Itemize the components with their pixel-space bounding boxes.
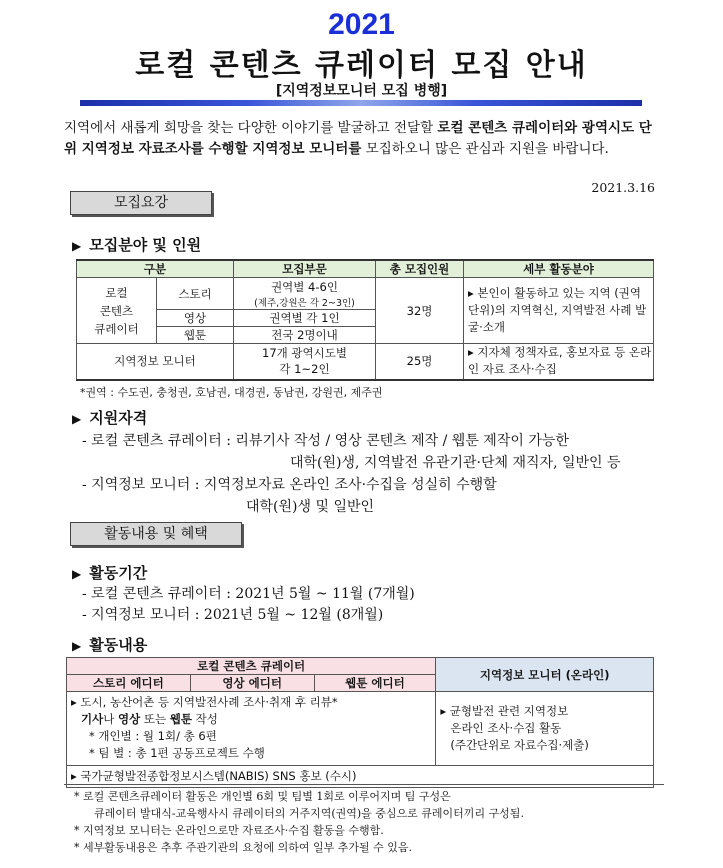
sub-header: 스토리 에디터 xyxy=(67,675,191,692)
col-header: 구분 xyxy=(77,260,234,278)
intro-text-2: 모집하오니 많은 관심과 지원을 바랍니다. xyxy=(361,141,609,157)
triangle-bullet-icon: ▶ xyxy=(72,412,82,426)
col-header: 세부 활동분야 xyxy=(464,260,654,278)
bold-word: 기사 xyxy=(81,712,104,726)
page-title: 로컬 콘텐츠 큐레이터 모집 안내 xyxy=(135,48,588,83)
year-heading: 2021 xyxy=(328,8,395,41)
table-header-row xyxy=(67,658,654,675)
curator-count: 권역별 각 1인 xyxy=(234,310,376,327)
title-divider xyxy=(80,100,642,106)
qualification-heading-text: 지원자격 xyxy=(89,409,148,427)
recruit-heading-text: 모집분야 및 인원 xyxy=(89,236,202,254)
curator-activity-cell xyxy=(67,692,436,766)
monitor-count: 17개 광역시도별 각 1~2인 xyxy=(234,344,376,380)
footnote-line: * 지역정보 모니터는 온라인으로만 자료조사·수집 활동을 수행함. xyxy=(74,824,384,837)
activity-line: 온라인 조사·수집 활동 xyxy=(450,721,562,735)
qualification-heading xyxy=(72,407,147,428)
activity-line: ▸ 도시, 농산어촌 등 지역발전사례 조사·취재 후 리뷰* xyxy=(71,695,338,709)
curator-label: 로컬 콘텐츠 큐레이터 xyxy=(77,278,157,344)
qualification-line: 대학(원)생 및 일반인 xyxy=(246,499,375,515)
monitor-detail: ▸ 지자체 정책자료, 홍보자료 등 온라인 자료 조사·수집 xyxy=(464,344,654,380)
section-box-recruitment: 모집요강 xyxy=(70,191,212,215)
period-heading-text: 활동기간 xyxy=(89,564,148,582)
curator-count: 전국 2명이내 xyxy=(234,327,376,344)
triangle-bullet-icon: ▶ xyxy=(72,567,82,581)
footnotes xyxy=(64,784,664,856)
activity-line: (주간단위로 자료수집·제출) xyxy=(450,738,589,752)
table-row xyxy=(77,344,654,380)
col-header: 모집부문 xyxy=(234,260,376,278)
plain-word: 작성 xyxy=(191,712,218,726)
curator-type: 영상 xyxy=(157,310,234,327)
monitor-total: 25명 xyxy=(376,344,464,380)
monitor-label: 지역정보 모니터 xyxy=(77,344,234,380)
page-subtitle: [지역정보모니터 모집 병행] xyxy=(275,83,448,99)
qualification-line: - 지역정보 모니터 : 지역정보자료 온라인 조사·수집을 성실히 수행할 xyxy=(82,477,497,493)
notice-date: 2021.3.16 xyxy=(591,180,655,195)
period-line: - 로컬 콘텐츠 큐레이터 : 2021년 5월 ~ 11월 (7개월) xyxy=(82,586,415,602)
bold-word: 웹툰 xyxy=(169,712,192,726)
qualification-line: - 로컬 콘텐츠 큐레이터 : 리뷰기사 작성 / 영상 콘텐츠 제작 / 웹툰 제작이 가능한 xyxy=(82,433,569,449)
footnote-line: * 로컬 콘텐츠큐레이터 활동은 개인별 6회 및 팀별 1회로 이루어지며 팀 구성은 xyxy=(74,790,451,803)
recruit-table xyxy=(76,259,654,381)
monitor-header: 지역정보 모니터 (온라인) xyxy=(436,658,654,692)
region-footnote: *권역 : 수도권, 충청권, 호남권, 대경권, 동남권, 강원권, 제주권 xyxy=(80,386,383,399)
monitor-activity-cell xyxy=(436,692,654,766)
qualification-line: 대학(원)생, 지역발전 유관기관·단체 재직자, 일반인 등 xyxy=(290,455,621,471)
activity-table xyxy=(66,657,654,788)
intro-text-1: 지역에서 새롭게 희망을 찾는 다양한 이야기를 발굴하고 전달할 xyxy=(64,120,438,136)
activity-line xyxy=(71,711,431,728)
recruit-heading xyxy=(72,234,201,255)
bold-word: 영상 xyxy=(117,712,141,726)
curator-type: 스토리 xyxy=(157,278,234,310)
curator-total: 32명 xyxy=(376,278,464,344)
count-subtext: (제주,강원은 각 2~3인) xyxy=(254,297,355,309)
triangle-bullet-icon: ▶ xyxy=(72,639,82,653)
curator-detail: ▸ 본인이 활동하고 있는 지역 (권역 단위)의 지역혁신, 지역발전 사례 발굴·소개 xyxy=(464,278,654,344)
footnote-line: * 세부활동내용은 추후 주관기관의 요청에 의하여 일부 추가될 수 있음. xyxy=(74,841,412,854)
activity-line: * 개인별 : 월 1회/ 총 6편 xyxy=(89,729,217,743)
sub-header: 웹툰 에디터 xyxy=(314,675,436,692)
sns-row: ▸ 국가균형발전종합정보시스템(NABIS) SNS 홍보 (수시) xyxy=(67,766,654,788)
table-header-row xyxy=(77,260,654,278)
plain-word: 나 xyxy=(103,712,118,726)
period-heading xyxy=(72,562,147,583)
activity-line: ▸ 균형발전 관련 지역정보 xyxy=(440,704,569,718)
triangle-bullet-icon: ▶ xyxy=(72,239,82,253)
curator-header: 로컬 콘텐츠 큐레이터 xyxy=(67,658,436,675)
activity-line: * 팀 별 : 총 1편 공동프로젝트 수행 xyxy=(89,746,265,760)
intro-paragraph xyxy=(64,118,664,160)
table-row xyxy=(77,278,654,310)
period-line: - 지역정보 모니터 : 2021년 5월 ~ 12월 (8개월) xyxy=(82,607,384,623)
activity-heading xyxy=(72,634,147,655)
curator-type: 웹툰 xyxy=(157,327,234,344)
sub-header: 영상 에디터 xyxy=(190,675,314,692)
footnote-line: 큐레이터 발대식-교육행사시 큐레이터의 거주지역(권역)을 중심으로 큐레이터끼리 구성됨. xyxy=(94,807,524,820)
count-text: 권역별 4-6인 xyxy=(271,279,338,294)
curator-count xyxy=(234,278,376,310)
table-row xyxy=(67,692,654,766)
intro-bold: 로컬 콘텐츠 큐레이터와 광역시도 단위 지역정보 자료조사를 수행할 지역정보 모니터를 xyxy=(64,120,652,157)
plain-word: 또는 xyxy=(140,712,170,726)
section-box-activities: 활동내용 및 혜택 xyxy=(70,522,242,546)
col-header: 총 모집인원 xyxy=(376,260,464,278)
activity-heading-text: 활동내용 xyxy=(89,636,148,654)
